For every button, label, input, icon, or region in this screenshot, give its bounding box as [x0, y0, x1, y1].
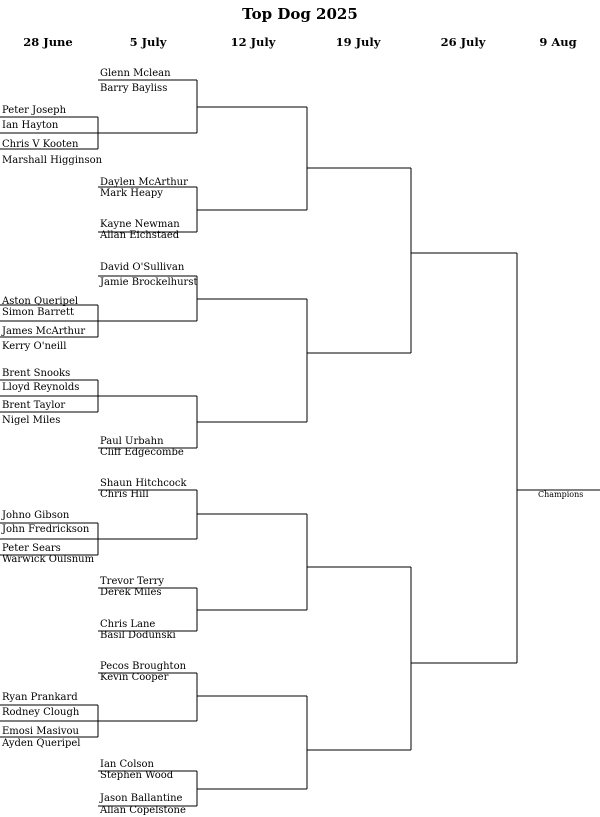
- round-header-26-july: 26 July: [440, 35, 486, 49]
- player-slot: Derek Miles: [100, 587, 162, 598]
- player-slot: Kerry O'neill: [2, 341, 67, 352]
- round-header-28-june: 28 June: [23, 35, 73, 49]
- player-slot: Paul Urbahn: [100, 436, 164, 447]
- player-slot: Chris Lane: [100, 619, 156, 630]
- player-slot: James McArthur: [2, 326, 86, 337]
- player-slot: Chris Hill: [100, 489, 149, 500]
- player-slot: Shaun Hitchcock: [100, 478, 187, 489]
- player-slot: Allan Copelstone: [100, 805, 186, 816]
- player-slot: Brent Taylor: [2, 400, 66, 411]
- player-slot: Peter Sears: [2, 543, 61, 554]
- player-slot: Warwick Oulsnum: [2, 554, 95, 565]
- player-slot: John Fredrickson: [2, 524, 90, 535]
- player-slot: Brent Snooks: [2, 368, 71, 379]
- player-slot: Simon Barrett: [2, 307, 74, 318]
- player-slot: Ian Colson: [100, 759, 154, 770]
- player-slot: Allan Eichstaed: [100, 230, 180, 241]
- player-slot: Daylen McArthur: [100, 177, 188, 188]
- player-slot: David O'Sullivan: [100, 262, 185, 273]
- player-slot: Jamie Brockelhurst: [100, 277, 198, 288]
- player-slot: Rodney Clough: [2, 707, 80, 718]
- player-slot: Lloyd Reynolds: [2, 382, 80, 393]
- player-slot: Peter Joseph: [2, 105, 67, 116]
- champion-label: Champions: [538, 490, 584, 499]
- player-slot: Aston Queripel: [2, 296, 79, 307]
- round-header-5-july: 5 July: [129, 35, 167, 49]
- player-slot: Stephen Wood: [100, 770, 174, 781]
- player-slot: Kevin Cooper: [100, 672, 169, 683]
- player-slot: Jason Ballantine: [100, 793, 183, 804]
- round-header-12-july: 12 July: [230, 35, 276, 49]
- player-slot: Kayne Newman: [100, 219, 180, 230]
- player-slot: Ryan Prankard: [2, 692, 78, 703]
- player-slot: Barry Bayliss: [100, 83, 168, 94]
- player-slot: Emosi Masivou: [2, 726, 79, 737]
- round-header-9-aug: 9 Aug: [539, 35, 577, 49]
- player-slot: Marshall Higginson: [2, 155, 103, 166]
- player-slot: Glenn Mclean: [100, 68, 171, 79]
- player-slot: Cliff Edgecombe: [100, 447, 184, 458]
- player-slot: Ayden Queripel: [2, 738, 81, 749]
- player-slot: Nigel Miles: [2, 415, 61, 426]
- round-header-19-july: 19 July: [335, 35, 381, 49]
- player-slot: Ian Hayton: [2, 120, 59, 131]
- player-slot: Johno Gibson: [2, 510, 70, 521]
- player-slot: Trevor Terry: [100, 576, 165, 587]
- player-slot: Chris V Kooten: [2, 139, 79, 150]
- player-slot: Mark Heapy: [100, 188, 163, 199]
- page-title: Top Dog 2025: [242, 5, 358, 23]
- player-slot: Pecos Broughton: [100, 661, 187, 672]
- player-slot: Basil Dodunski: [100, 630, 176, 641]
